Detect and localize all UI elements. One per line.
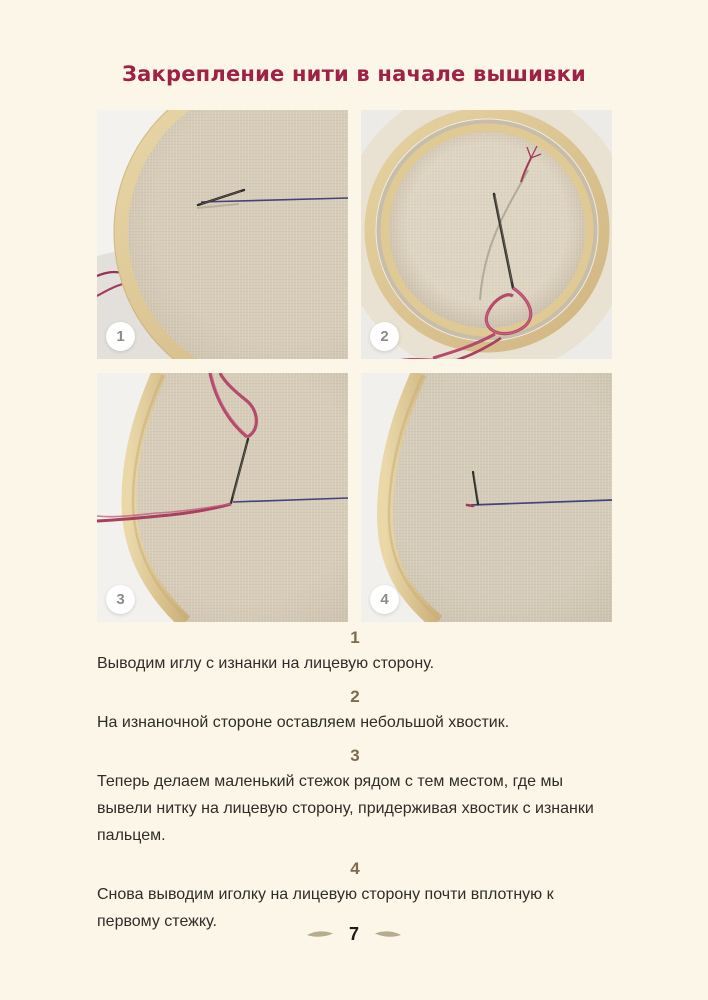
step-3 (97, 746, 613, 849)
photo-step-3 (97, 373, 348, 622)
step-text: Теперь делаем маленький стежок рядом с тем местом, где мы вывели нитку на лицевую сторону, придерживая хвостик с изнанки пальцем. (97, 773, 594, 844)
step-number: 3 (350, 746, 360, 765)
photo-number-badge: 3 (106, 585, 135, 614)
step-1 (97, 628, 613, 677)
embroidery-photo-2-illustration (361, 110, 612, 359)
photo-step-2 (361, 110, 612, 359)
first-stitch (467, 505, 473, 506)
instruction-steps (97, 628, 613, 945)
page-footer (0, 924, 708, 945)
ornament-right-icon (374, 930, 401, 939)
photo-number-badge: 1 (106, 322, 135, 351)
ornament-left-icon (307, 930, 334, 939)
step-number: 1 (350, 628, 360, 647)
photo-number-badge: 2 (370, 322, 399, 351)
step-text: На изнаночной стороне оставляем небольшой хвостик. (97, 714, 510, 731)
step-text: Выводим иглу с изнанки на лицевую сторону. (97, 655, 435, 672)
photo-grid (97, 110, 612, 622)
step-2 (97, 687, 613, 736)
step-text: Снова выводим иголку на лицевую сторону почти вплотную к первому стежку. (97, 886, 554, 930)
photo-step-1 (97, 110, 348, 359)
embroidery-photo-1-illustration (97, 110, 348, 359)
photo-step-4 (361, 373, 612, 622)
step-number: 4 (350, 859, 360, 878)
page-number: 7 (348, 924, 359, 944)
embroidery-photo-3-illustration (97, 373, 348, 622)
photo-number-badge: 4 (370, 585, 399, 614)
fabric-vignette (128, 110, 348, 359)
page-title: Закрепление нити в начале вышивки (122, 62, 586, 86)
embroidery-photo-4-illustration (361, 373, 612, 622)
step-number: 2 (350, 687, 360, 706)
fabric-vignette (389, 132, 585, 328)
